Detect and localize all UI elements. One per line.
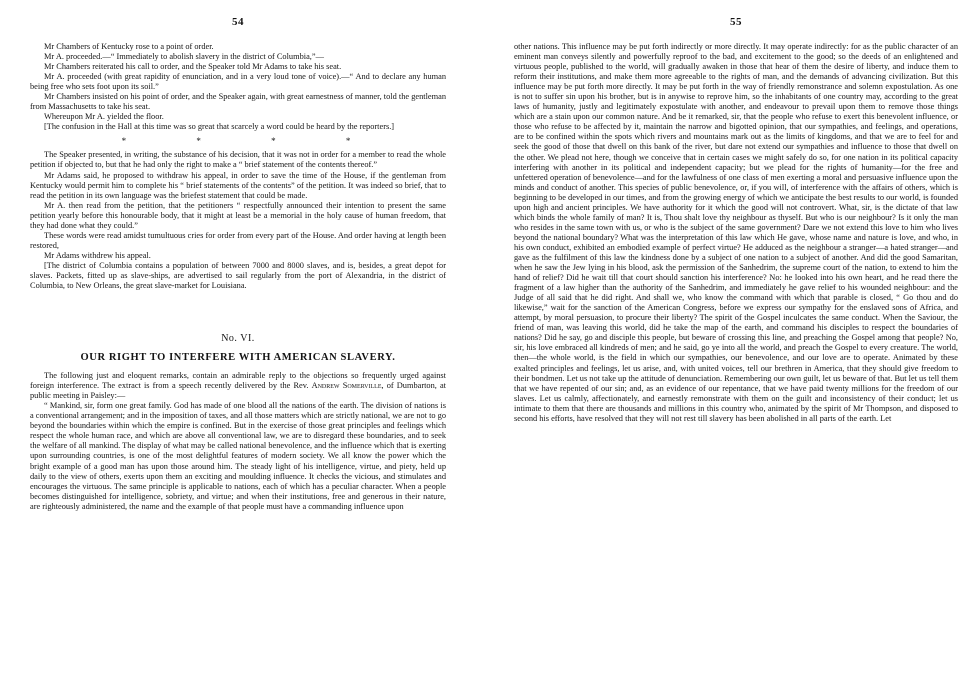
intro-text-end: , of Dumbarton, at public meeting in Paisley:— [30,381,446,401]
speech-continuation: other nations. This influence may be put forth indirectly or more directly. It may operate indirectly: for as the public character of an eminent man conveys silently and powerfully reproof to the bad, and excitement to the good; so the deeds of an enlightened and virtuous people, published to the world, will gradually awaken in those that hear of them the desire of liberty, and induce them to reform their institutions, and make them more agreeable to the rights of man, and the demands of advancing civilization. But this influence may be put forth more directly. It may be put forth in the way of friendly remonstrance and solemn expostulation. As one is not to suffer sin upon his brother, but is in anywise to reprove him, so the inhabitants of one country may, according to the great laws of humanity, justly and legitimately expostulate with another, and endeavour to prevail upon them to remove those things which are a stain upon our common nature. And be it remarked, sir, that the people who refuse to exert this benevolent influence, or those who refuse to be affected by it, maintain the narrow and bigotted opinion, that our sympathies, and feelings, and operations, are to be confined within the spots which rivers and mountains mark out as the limits of kingdoms, and that we are to feel for and seek the good of those that dwell on this bank of the river, but dare not extend our sympathies and influence to those that dwell on the other. We plead not here, though we conceive that in certain cases we might safely do so, for one nation in its political capacity interfering with another in its political and independent capacity; but we plead for the rights of humanity—for the free and unfettered operation of benevolence—and for the lawfulness of one class of men exerting a moral and persuasive influence upon the minds and conduct of another. This species of public benevolence, or, if you will, of interference with the affairs of others, which is beginning to be developed in our times, and from the growing energy of which we anticipate the best results to our world, is founded upon high and ancient principles. We have authority for it which the good will not controvert. What, sir, is the dictate of that law which binds the whole family of man? It is, Thou shalt love thy neighbour as thyself. But who is our neighbour? Is it only the man who resides in the same town with us, or who is the subject of the same government? Dare we not extend this love to him who lives beyond the national boundary? What was the interpretation of this law which He gave, whose name and nature is love, and who, in his own conduct, exhibited an embodied example of perfect virtue? He adduced as the neighbour a stranger—a hated stranger—and gave as the fulfilment of this law the kindness done by a subject of one nation to a subject of another. And did the good Samaritan, when he saw the Jew lying in his blood, ask the permission of the Sanhedrim, the supreme court of the nation, to extend to him the hand of relief? Did he wait till that court should sanction his interference? No: he looked into his own heart, and he read there the fragment of a law higher than the authority of the Sanhedrim, and immediately he gave relief to his wounded neighbour: and the Judge of all said that he did right. And shall we, who know the command with which that parable is closed, “ Go thou and do likewise,” wait for the sanction of the American Congress, before we express our sympathy for the enslaved sons of Africa, and attempt, by moral persuasion, to procure their liberty? The spirit of the Gospel inculcates the same conduct. When the Saviour, the friend of man, was leaving this world, did he take the map of the earth, and command his disciples to respect the boundaries of nations? Did he say, go and disciple this people, but beware of crossing this line, and preaching the Gospel among that people? No, sir, his love embraced all kindreds of men; and he said, go ye into all the world, and preach the Gospel to every creature. The world, then—the whole world, is the field in which our sympathies, our benevolence, and our love are to operate. Animated by these exalted principles and feelings, let us arise, and, with united voices, tell our brethren in America, that they should give freedom to their bondmen. Let us not take up the attitude of denunciation. Remembering our own guilt, let us beware of that. But let us tell them that we have repented of our sin; and, as an evidence of our repentance, that we have paid twenty millions for the freedom of our slaves. Let us calmly, affectionately, and earnestly remonstrate with them on the guilt and inconsistency of their conduct; let us intimate to them that there are thousands and millions in this country who, animated by the spirit of Mr Thompson, and disposed to second his efforts, have resolved that they will not rest till slavery has been abolished in all parts of the earth. Let [514,42,958,423]
paragraph: Mr Chambers insisted on his point of order, and the Speaker again, with great earnestness of manner, told the gentleman from Massachusetts to take his seat. [30,92,446,112]
paragraph: Mr A. proceeded.—“ Immediately to abolish slavery in the district of Columbia,”— [44,52,324,62]
intro-paragraph [30,371,446,401]
right-text-column [514,42,958,424]
section-number: No. VI. [221,333,255,345]
speaker-name: Andrew Somerville [311,381,382,391]
paragraph: Mr Chambers reiterated his call to order, and the Speaker told Mr Adams to take his seat. [44,62,342,72]
right-page [490,0,980,700]
intro-text: The following just and eloquent remarks, contain an admirable reply to the objections so frequently urged against foreign interference. The extract is from a speech recently delivered by the Rev. [30,371,446,391]
speech-paragraph: “ Mankind, sir, form one great family. God has made of one blood all the nations of the earth. The division of nations is a conventional arrangement; and in the imposition of taxes, and all those matters which are strictly national, we are not to go beyond the boundaries within which the empire is confined. But in the exercise of those great principles and feelings which respect the whole human race, and which are above all conventional law, we are to disregard these boundaries, and to seek the welfare of all mankind. The display of what may be called national benevolence, and the influence which that is exerting upon surrounding countries, is one of the most delightful features of modern society. We all know the power which the bright example of a good man has upon those around him. The steady light of his intelligence, virtue, and piety, held up daily to the view of others, exerts upon them an exciting and moulding influence. It checks the vicious, and stimulates and encourages the virtuous. The same principle is applicable to nations, each of which has a peculiar character. When a people becomes distinguished for intelligence, sobriety, and virtue; and when their institutions, free and generous in their nature, are righteously administered, the name and the example of that people must have a commanding influence upon [30,401,446,511]
section-break-stars: * * * * [121,136,385,147]
paragraph: Mr A. then read from the petition, that the petitioners “ respectfully announced their intention to present the same petition yearly before this honourable body, that it might at least be a memorial in the holy cause of human freedom, that they had done what they could.” [30,200,446,230]
left-text-column [30,42,446,512]
paragraph: The Speaker presented, in writing, the substance of his decision, that it was not in order for a member to read the whole petition if objected to, but that he had only the right to make a “ brief statement of the contents thereof.” [30,150,446,170]
paragraph: [The confusion in the Hall at this time was so great that scarcely a word could be heard by the reporters.] [44,122,395,132]
paragraph: Mr Adams withdrew his appeal. [44,250,151,260]
paragraph: Mr A. proceeded (with great rapidity of enunciation, and in a very loud tone of voice).—“ And to declare any human being free who sets foot upon its soil.” [30,72,446,92]
paragraph: Mr Chambers of Kentucky rose to a point of order. [44,42,214,51]
page-number-left: 54 [232,16,244,28]
paragraph: Mr Adams said, he proposed to withdraw his appeal, in order to save the time of the House, if the gentleman from Kentucky would permit him to complete his “ brief statements of the contents” of the petition. It was indeed so brief, that to read the petition in its own language was the briefest statement that could be made. [30,170,446,200]
paragraph: Whereupon Mr A. yielded the floor. [44,112,164,122]
section-title: OUR RIGHT TO INTERFERE WITH AMERICAN SLAVERY. [80,352,396,364]
page-number-right: 55 [730,16,742,28]
paragraph: [The district of Columbia contains a population of between 7000 and 8000 slaves, and is, besides, a great depot for slaves. Packets, fitted up as slave-ships, are advertised to sail regularly from the port of Alexandria, in the district of Columbia, to New Orleans, the great slave-market for Louisiana. [30,260,446,291]
paragraph: These words were read amidst tumultuous cries for order from every part of the House. And order having at length been restored, [30,230,446,250]
